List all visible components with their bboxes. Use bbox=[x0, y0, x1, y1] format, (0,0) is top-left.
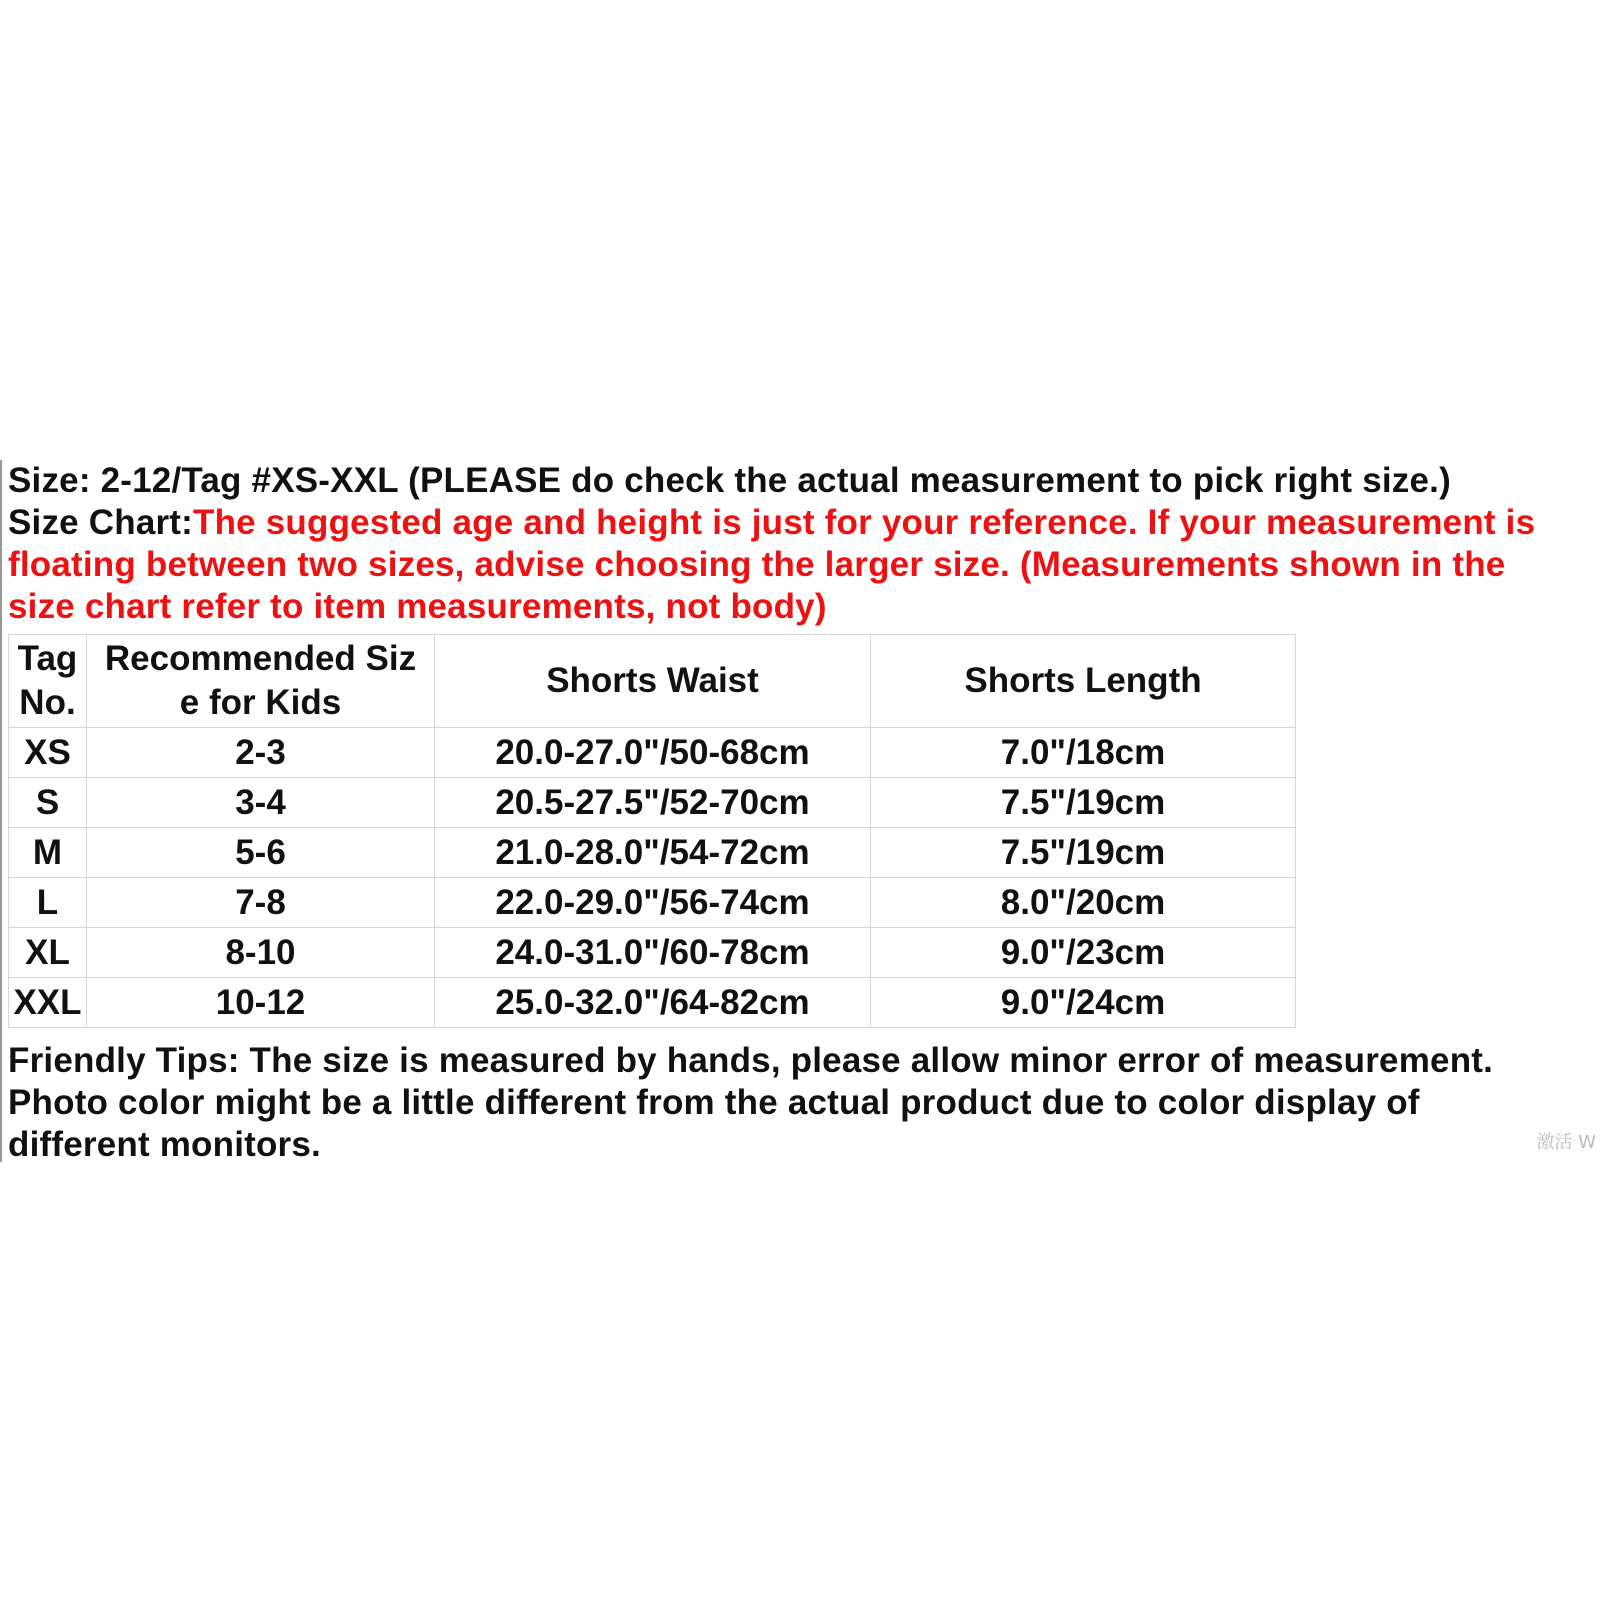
table-row bbox=[9, 928, 1296, 978]
header-tag-no bbox=[9, 635, 87, 728]
cell-length: 8.0"/20cm bbox=[871, 878, 1296, 928]
cell-age: 10-12 bbox=[87, 978, 435, 1028]
friendly-tips-line-3 bbox=[2, 1124, 1600, 1162]
cell-waist: 20.5-27.5"/52-70cm bbox=[435, 778, 871, 828]
size-chart-note-3: size chart refer to item measurements, not body) bbox=[8, 587, 827, 626]
cell-tag: XS bbox=[9, 728, 87, 778]
size-chart-note-1: The suggested age and height is just for your reference. If your measurement is bbox=[193, 503, 1536, 542]
cell-length: 9.0"/23cm bbox=[871, 928, 1296, 978]
size-chart-note-line-3 bbox=[2, 586, 1600, 628]
header-rec-line-1: Recommended Siz bbox=[104, 639, 417, 678]
friendly-tips-line-2 bbox=[2, 1082, 1600, 1124]
size-chart-note-2: floating between two sizes, advise choosing the larger size. (Measurements shown in the bbox=[8, 545, 1506, 584]
table-row bbox=[9, 778, 1296, 828]
table-row bbox=[9, 878, 1296, 928]
size-range-text: Size: 2-12/Tag #XS-XXL (PLEASE do check the actual measurement to pick right size.) bbox=[8, 461, 1451, 500]
cell-tag: L bbox=[9, 878, 87, 928]
header-shorts-length: Shorts Length bbox=[871, 635, 1296, 728]
cell-waist: 24.0-31.0"/60-78cm bbox=[435, 928, 871, 978]
cell-waist: 22.0-29.0"/56-74cm bbox=[435, 878, 871, 928]
table-row bbox=[9, 828, 1296, 878]
size-table bbox=[8, 634, 1296, 1028]
friendly-tips-text-2: Photo color might be a little different from the actual product due to color display of bbox=[8, 1083, 1420, 1122]
cell-age: 2-3 bbox=[87, 728, 435, 778]
cell-age: 5-6 bbox=[87, 828, 435, 878]
table-row bbox=[9, 978, 1296, 1028]
cell-length: 7.5"/19cm bbox=[871, 778, 1296, 828]
header-tag-line-1: Tag bbox=[17, 639, 78, 678]
table-header-row bbox=[9, 635, 1296, 728]
friendly-tips-text-3: different monitors. bbox=[8, 1125, 321, 1162]
cell-waist: 25.0-32.0"/64-82cm bbox=[435, 978, 871, 1028]
cell-length: 7.5"/19cm bbox=[871, 828, 1296, 878]
size-chart-note-line-2 bbox=[2, 544, 1600, 586]
cell-age: 8-10 bbox=[87, 928, 435, 978]
activation-watermark: 激活 W bbox=[1536, 1132, 1596, 1153]
cell-tag: XL bbox=[9, 928, 87, 978]
cell-tag: XXL bbox=[9, 978, 87, 1028]
friendly-tips-line-1 bbox=[2, 1040, 1600, 1082]
header-shorts-waist: Shorts Waist bbox=[435, 635, 871, 728]
cell-age: 3-4 bbox=[87, 778, 435, 828]
cell-tag: S bbox=[9, 778, 87, 828]
header-rec-line-2: e for Kids bbox=[179, 683, 342, 722]
cell-waist: 20.0-27.0"/50-68cm bbox=[435, 728, 871, 778]
cell-length: 9.0"/24cm bbox=[871, 978, 1296, 1028]
size-chart-label: Size Chart: bbox=[8, 503, 194, 542]
cell-length: 7.0"/18cm bbox=[871, 728, 1296, 778]
friendly-tips-text-1: Friendly Tips: The size is measured by hands, please allow minor error of measurement. bbox=[8, 1041, 1494, 1080]
cell-tag: M bbox=[9, 828, 87, 878]
cell-waist: 21.0-28.0"/54-72cm bbox=[435, 828, 871, 878]
table-row bbox=[9, 728, 1296, 778]
header-tag-line-2: No. bbox=[19, 683, 76, 722]
cell-age: 7-8 bbox=[87, 878, 435, 928]
header-recommended-size bbox=[87, 635, 435, 728]
size-chart-note-line-1 bbox=[2, 502, 1600, 544]
size-chart-sheet bbox=[0, 460, 1600, 1162]
size-range-line bbox=[2, 460, 1600, 502]
